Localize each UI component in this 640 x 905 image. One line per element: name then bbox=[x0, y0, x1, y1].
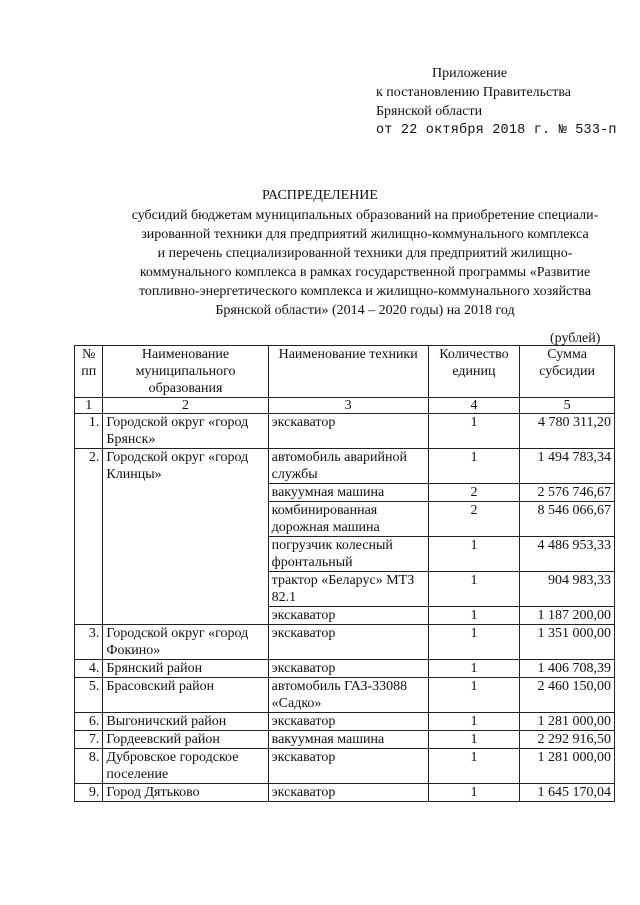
quantity-cell: 1 bbox=[428, 749, 520, 784]
table-row bbox=[75, 749, 615, 784]
quantity-cell: 1 bbox=[428, 660, 520, 678]
subsidy-table bbox=[74, 345, 615, 802]
sum-cell: 8 546 066,67 bbox=[520, 502, 615, 537]
equipment-cell: экскаватор bbox=[268, 713, 428, 731]
subtitle-line: и перечень специализированной техники для предприятий жилищно- bbox=[157, 246, 573, 261]
row-number: 4. bbox=[75, 660, 103, 678]
equipment-cell: вакуумная машина bbox=[268, 731, 428, 749]
appendix-region: Брянской области bbox=[376, 104, 483, 119]
equipment-cell: экскаватор bbox=[268, 784, 428, 802]
document-title: РАСПРЕДЕЛЕНИЕ bbox=[262, 188, 378, 203]
subtitle-line: зированной техники для предприятий жилищно-коммунального комплекса bbox=[141, 227, 589, 242]
column-index: 3 bbox=[268, 398, 428, 414]
row-number: 1. bbox=[75, 414, 103, 449]
table-row bbox=[75, 713, 615, 731]
sum-cell: 1 406 708,39 bbox=[520, 660, 615, 678]
quantity-cell: 1 bbox=[428, 678, 520, 713]
sum-cell: 2 292 916,50 bbox=[520, 731, 615, 749]
header-quantity: Количество единиц bbox=[428, 346, 520, 398]
sum-cell: 2 576 746,67 bbox=[520, 484, 615, 502]
sum-cell: 1 281 000,00 bbox=[520, 713, 615, 731]
row-number: 8. bbox=[75, 749, 103, 784]
municipality-cell: Дубровское городское поселение bbox=[103, 749, 268, 784]
municipality-cell: Гордеевский район bbox=[103, 731, 268, 749]
header-equipment: Наименование техники bbox=[268, 346, 428, 398]
sum-cell: 2 460 150,00 bbox=[520, 678, 615, 713]
table-row bbox=[75, 731, 615, 749]
table-row bbox=[75, 449, 615, 484]
table-header-row bbox=[75, 346, 615, 398]
equipment-cell: автомобиль ГАЗ-33088 «Садко» bbox=[268, 678, 428, 713]
equipment-cell: экскаватор bbox=[268, 660, 428, 678]
municipality-cell: Городской округ «город Фокино» bbox=[103, 625, 268, 660]
column-index: 1 bbox=[75, 398, 103, 414]
equipment-cell: экскаватор bbox=[268, 625, 428, 660]
quantity-cell: 1 bbox=[428, 572, 520, 607]
municipality-cell: Брянский район bbox=[103, 660, 268, 678]
quantity-cell: 1 bbox=[428, 607, 520, 625]
appendix-decree: к постановлению Правительства bbox=[376, 85, 572, 100]
sum-cell: 904 983,33 bbox=[520, 572, 615, 607]
table-body bbox=[75, 414, 615, 802]
equipment-cell: погрузчик колесный фронтальный bbox=[268, 537, 428, 572]
equipment-cell: экскаватор bbox=[268, 749, 428, 784]
quantity-cell: 1 bbox=[428, 449, 520, 484]
sum-cell: 4 486 953,33 bbox=[520, 537, 615, 572]
equipment-cell: вакуумная машина bbox=[268, 484, 428, 502]
table-row bbox=[75, 625, 615, 660]
quantity-cell: 2 bbox=[428, 502, 520, 537]
quantity-cell: 2 bbox=[428, 484, 520, 502]
header-municipality: Наименование муниципального образования bbox=[103, 346, 268, 398]
quantity-cell: 1 bbox=[428, 537, 520, 572]
column-index: 4 bbox=[428, 398, 520, 414]
municipality-cell: Брасовский район bbox=[103, 678, 268, 713]
municipality-cell: Городской округ «город Клинцы» bbox=[103, 449, 268, 625]
table-row bbox=[75, 678, 615, 713]
equipment-cell: комбинированная дорожная машина bbox=[268, 502, 428, 537]
subtitle-line: топливно-энергетического комплекса и жилищно-коммунального хозяйства bbox=[138, 284, 592, 299]
equipment-cell: экскаватор bbox=[268, 414, 428, 449]
quantity-cell: 1 bbox=[428, 784, 520, 802]
sum-cell: 1 351 000,00 bbox=[520, 625, 615, 660]
sum-cell: 1 494 783,34 bbox=[520, 449, 615, 484]
table-row bbox=[75, 660, 615, 678]
quantity-cell: 1 bbox=[428, 731, 520, 749]
document-subtitle bbox=[110, 206, 620, 320]
row-number: 6. bbox=[75, 713, 103, 731]
currency-note: (рублей) bbox=[550, 331, 601, 346]
subtitle-line: коммунального комплекса в рамках государственной программы «Развитие bbox=[139, 265, 591, 280]
equipment-cell: экскаватор bbox=[268, 607, 428, 625]
equipment-cell: трактор «Беларус» МТЗ 82.1 bbox=[268, 572, 428, 607]
sum-cell: 4 780 311,20 bbox=[520, 414, 615, 449]
subtitle-line: Брянской области» (2014 – 2020 годы) на 2018 год bbox=[215, 303, 515, 318]
row-number: 9. bbox=[75, 784, 103, 802]
header-number: № пп bbox=[75, 346, 103, 398]
column-index-row bbox=[75, 398, 615, 414]
appendix-header bbox=[376, 64, 617, 140]
sum-cell: 1 645 170,04 bbox=[520, 784, 615, 802]
quantity-cell: 1 bbox=[428, 625, 520, 660]
municipality-cell: Город Дятьково bbox=[103, 784, 268, 802]
column-index: 5 bbox=[520, 398, 615, 414]
sum-cell: 1 187 200,00 bbox=[520, 607, 615, 625]
table-row bbox=[75, 414, 615, 449]
appendix-label: Приложение bbox=[432, 66, 508, 81]
quantity-cell: 1 bbox=[428, 414, 520, 449]
municipality-cell: Городской округ «город Брянск» bbox=[103, 414, 268, 449]
column-index: 2 bbox=[103, 398, 268, 414]
row-number: 7. bbox=[75, 731, 103, 749]
subtitle-line: субсидий бюджетам муниципальных образований на приобретение специали- bbox=[131, 208, 599, 223]
table-row bbox=[75, 784, 615, 802]
row-number: 5. bbox=[75, 678, 103, 713]
header-sum: Сумма субсидии bbox=[520, 346, 615, 398]
municipality-cell: Выгоничский район bbox=[103, 713, 268, 731]
sum-cell: 1 281 000,00 bbox=[520, 749, 615, 784]
appendix-date-number: от 22 октября 2018 г. № 533-п bbox=[376, 123, 617, 138]
quantity-cell: 1 bbox=[428, 713, 520, 731]
row-number: 3. bbox=[75, 625, 103, 660]
row-number: 2. bbox=[75, 449, 103, 625]
equipment-cell: автомобиль аварийной службы bbox=[268, 449, 428, 484]
